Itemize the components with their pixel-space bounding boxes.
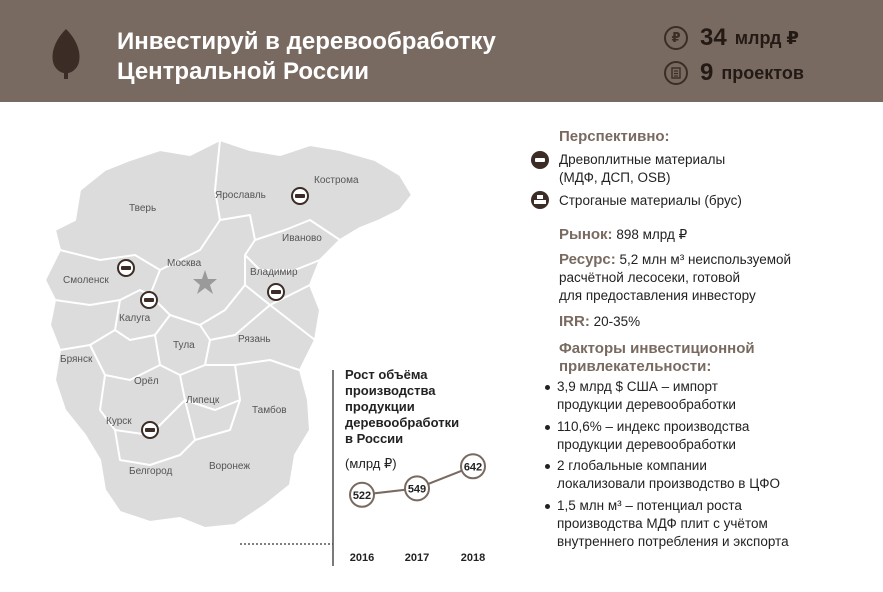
region-label-belgorod: Белгород [129,466,173,477]
title-line-2: Центральной России [117,58,369,85]
region-label-smolensk: Смоленск [63,275,109,286]
region-label-orel: Орёл [134,376,159,387]
irr-value: 20-35% [593,314,641,329]
legend-item-timber: Строганые материалы (брус) [559,193,742,208]
region-label-kursk: Курск [106,416,132,427]
factor-line: производства МДФ плит с учётом [557,516,768,531]
irr-label: IRR: [559,313,590,330]
chart-title-line: деревообработки [345,415,460,430]
projects-value: 9 [700,59,714,86]
market-value: 898 млрд ₽ [616,227,688,242]
bullet-dot [545,464,550,469]
title-line-1: Инвестируй в деревообработку [117,28,496,55]
region-label-moscow: Москва [167,258,202,269]
region-label-bryansk: Брянск [60,354,93,365]
resource-line3: для предоставления инвестору [559,288,756,303]
factors-heading-line2: привлекательности: [559,358,712,375]
market-label: Рынок: [559,226,613,243]
resource-line1 [559,251,791,269]
factor-line: внутреннего потребления и экспорта [557,534,789,549]
factor-line: 110,6% – индекс производства [557,419,750,434]
factor-line: 3,9 млрд $ США – импорт [557,379,718,394]
factor-line: продукции деревообработки [557,437,736,452]
resource-block [559,251,791,305]
irr-row [559,313,640,331]
factors-heading [559,340,755,376]
chart-title-line: в России [345,431,404,446]
region-label-ivanovo: Иваново [282,233,322,244]
data-label: 642 [463,461,483,474]
board-material-icon [531,151,549,169]
region-label-vladimir: Владимир [250,267,298,278]
region-label-tver: Тверь [129,203,157,214]
factor-line: 2 глобальные компании [557,458,707,473]
chart-title-line: Рост объёма [345,367,428,382]
legend-item-board-line2: (МДФ, ДСП, OSB) [559,170,671,185]
bullet-dot [545,385,550,390]
chart-unit: (млрд ₽) [345,456,397,471]
region-label-kostroma: Кострома [314,175,359,186]
region-label-kaluga: Калуга [119,313,151,324]
factors-heading-line1: Факторы инвестиционной [559,340,755,357]
investment-unit: млрд ₽ [734,27,799,48]
bullet-dot [545,504,550,509]
market-row [559,226,687,244]
factor-line: 1,5 млн м³ – потенциал роста [557,498,742,513]
investment-value: 34 [700,24,727,51]
data-label: 522 [352,489,372,502]
factor-item [557,418,749,454]
factor-item [557,497,789,551]
legend-item-board-line1: Древоплитные материалы [559,152,726,167]
factor-line: продукции деревообработки [557,397,736,412]
x-tick-label: 2017 [404,552,430,564]
ruble-icon: ₽ [664,26,688,50]
x-tick-label: 2016 [349,552,375,564]
region-label-voronezh: Воронеж [209,461,251,472]
chart-title-line: производства [345,383,436,398]
region-label-lipetsk: Липецк [186,395,220,406]
region-label-tula: Тула [173,340,195,351]
region-label-yaroslavl: Ярославль [215,190,266,201]
resource-line2: расчётной лесосеки, готовой [559,270,741,285]
region-label-tambov: Тамбов [252,405,287,416]
perspective-heading: Перспективно: [559,128,670,145]
bullet-dot [545,425,550,430]
chart-title-line: продукции [345,399,415,414]
resource-text: 5,2 млн м³ неиспользуемой [619,252,792,267]
factor-item [557,378,736,414]
data-label: 549 [407,483,427,496]
resource-label: Ресурс: [559,251,616,268]
factor-item [557,457,780,493]
factor-line: локализовали производство в ЦФО [557,476,780,491]
legend-item-board [559,151,725,187]
timber-material-icon [531,191,549,209]
x-tick-label: 2018 [460,552,486,564]
projects-unit: проектов [721,62,804,83]
region-label-ryazan: Рязань [238,334,271,345]
